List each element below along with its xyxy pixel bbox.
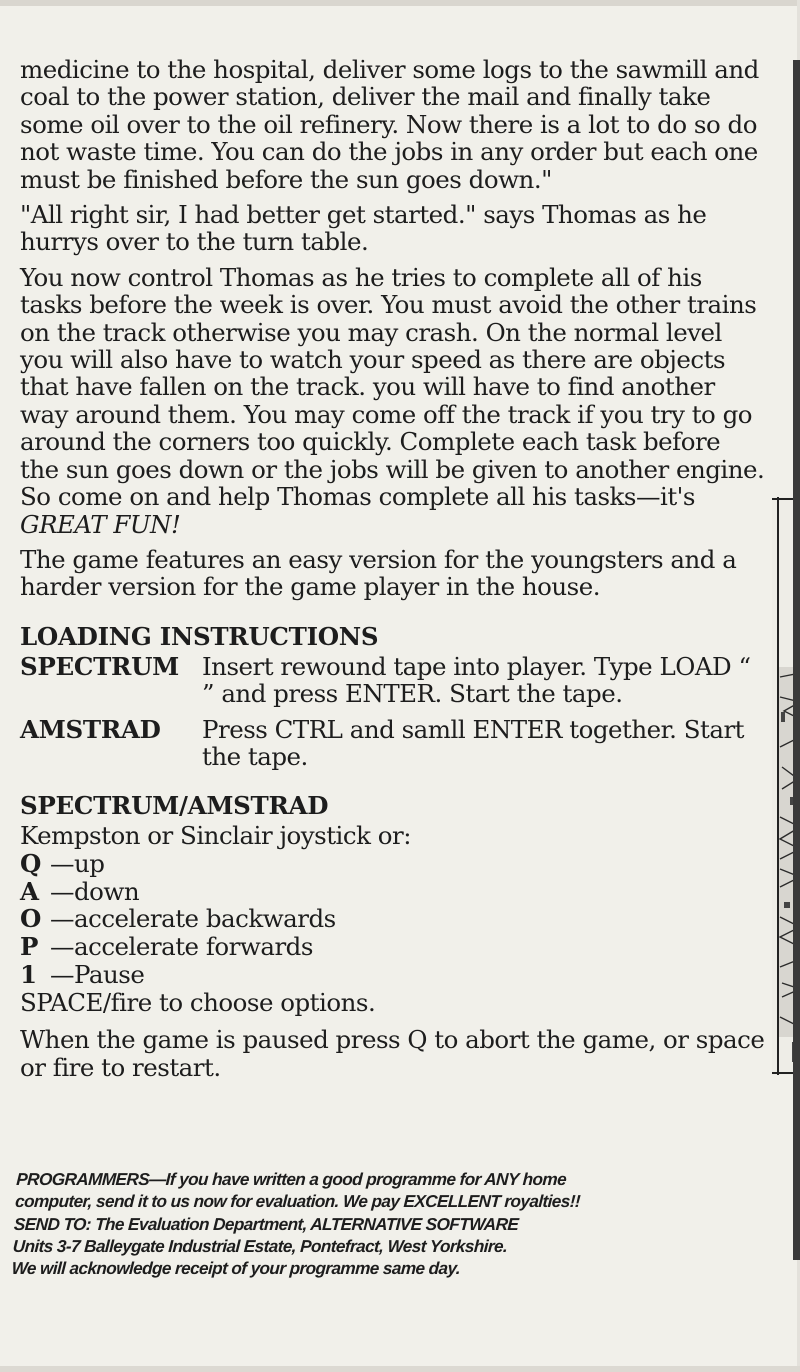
- controls-heading: SPECTRUM/AMSTRAD: [20, 791, 329, 821]
- key-p: P: [20, 932, 38, 962]
- key-row-up: [20, 850, 765, 878]
- key-1: 1: [20, 959, 37, 989]
- key-row-pause: [20, 961, 765, 989]
- loading-instructions-heading: LOADING INSTRUCTIONS: [20, 621, 379, 651]
- programmers-line-1: PROGRAMMERS—If you have written a good programme for ANY home: [15, 1169, 567, 1189]
- inlay-text: [20, 56, 765, 1081]
- spectrum-label: SPECTRUM: [20, 651, 179, 681]
- key-o: O: [20, 904, 41, 934]
- amstrad-loading-row: [20, 716, 765, 771]
- programmers-notice: [11, 1168, 737, 1279]
- great-fun-text: GREAT FUN!: [20, 509, 181, 539]
- story-paragraph-4: The game features an easy version for the youngsters and a harder version for the game player in the house.: [20, 544, 737, 602]
- panel-edge-rule: [793, 60, 800, 1260]
- joystick-intro: Kempston or Sinclair joystick or:: [20, 821, 411, 851]
- story-paragraph-3: [20, 264, 765, 538]
- story-paragraph-2: "All right sir, I had better get started." says Thomas as he hurrys over to the turn table.: [20, 200, 707, 257]
- amstrad-instructions: Press CTRL and samll ENTER together. Start the tape.: [202, 714, 745, 771]
- key-q: Q: [20, 848, 41, 878]
- programmers-line-5: We will acknowledge receipt of your programme same day.: [11, 1258, 461, 1279]
- key-1-desc: —Pause: [50, 959, 145, 989]
- programmers-line-4: Units 3-7 Balleygate Industrial Estate, Pontefract, West Yorkshire.: [12, 1235, 508, 1256]
- key-a: A: [20, 876, 39, 906]
- story-paragraph-3-text: You now control Thomas as he tries to complete all of his tasks before the week is over. You must avoid the other trains on the track otherwise you may crash. On the normal level you will also have to watch your speed as there are objects that have fallen on the track. you will have to find another way around them. You may come off the track if you try to go around the corners too quickly. Complete each task before the sun goes down or the jobs will be given to another engine. So come on and help Thomas complete all his tasks—it's: [20, 262, 765, 512]
- paused-instructions: When the game is paused press Q to abort the game, or space or fire to restart.: [20, 1025, 765, 1082]
- programmers-line-3: SEND TO: The Evaluation Department, ALTERNATIVE SOFTWARE: [13, 1213, 519, 1234]
- programmers-line-2: computer, send it to us now for evaluation. We pay EXCELLENT royalties!!: [14, 1191, 581, 1212]
- page-top-edge: [0, 0, 800, 6]
- key-row-forwards: [20, 933, 765, 961]
- spectrum-loading-row: [20, 653, 765, 708]
- story-paragraph-1: medicine to the hospital, deliver some logs to the sawmill and coal to the power station, deliver the mail and finally take some oil over to the oil refinery. Now there is a lot to do so do not waste time. You can do the jobs in any order but each one must be finished before the sun goes down.": [20, 55, 759, 194]
- key-row-backwards: [20, 905, 765, 933]
- key-o-desc: —accelerate backwards: [50, 904, 336, 934]
- key-q-desc: —up: [50, 848, 105, 878]
- space-options-line: SPACE/fire to choose options.: [20, 987, 376, 1017]
- page-bottom-edge: [0, 1366, 800, 1372]
- key-row-down: [20, 878, 765, 906]
- key-a-desc: —down: [50, 876, 140, 906]
- spectrum-instructions: Insert rewound tape into player. Type LOAD “ ” and press ENTER. Start the tape.: [202, 651, 751, 709]
- key-p-desc: —accelerate forwards: [50, 932, 313, 962]
- amstrad-label: AMSTRAD: [20, 714, 161, 744]
